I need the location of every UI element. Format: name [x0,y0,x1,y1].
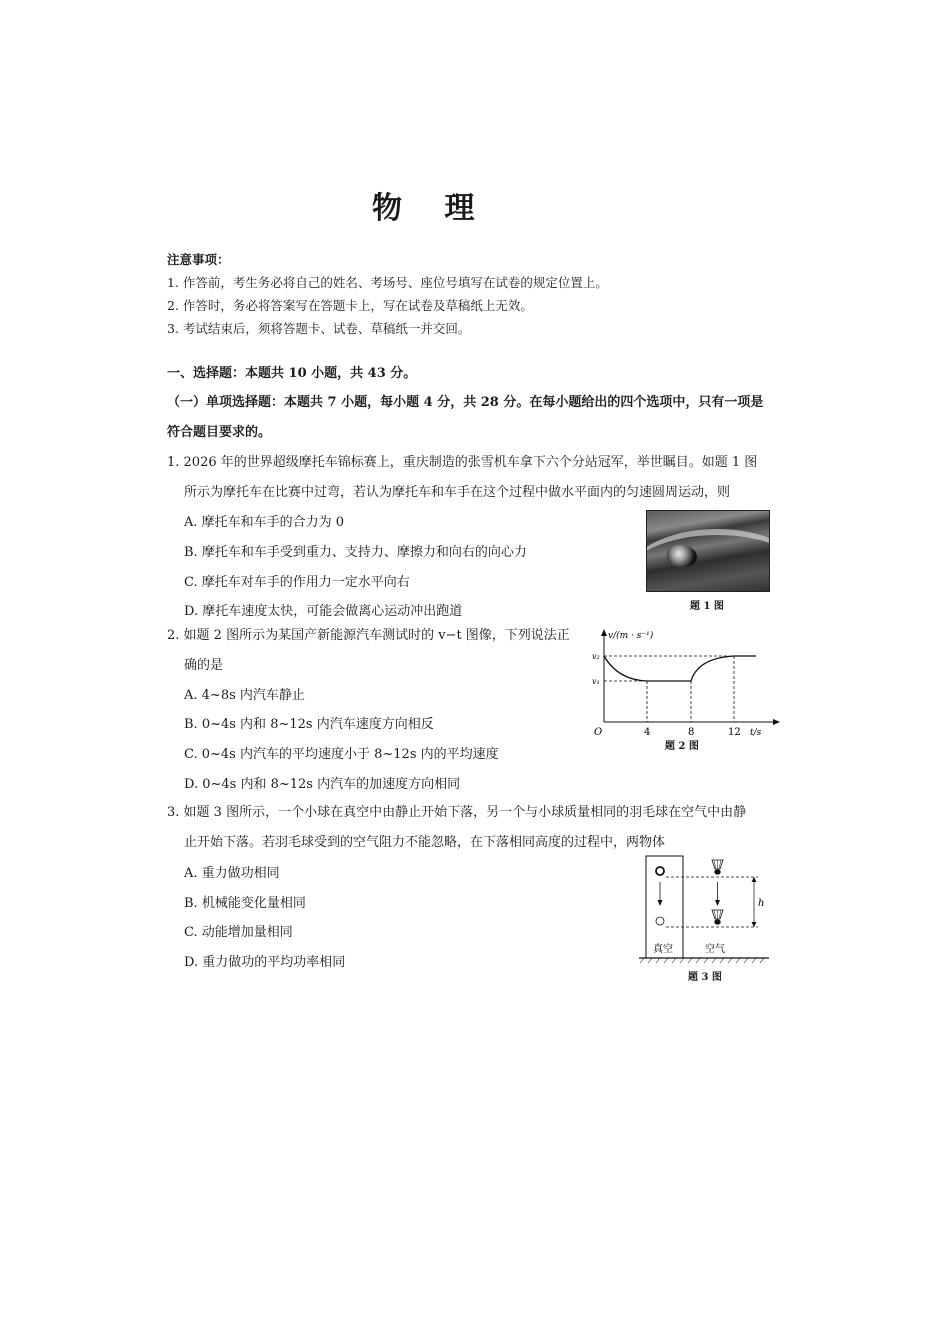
q3-option-b: B. 机械能变化量相同 [184,896,306,911]
q1-stem: 1. 2026 年的世界超级摩托车锦标赛上，重庆制造的张雪机车拿下六个分站冠军，举世瞩目。如题 1 图 [167,455,758,470]
air-label: 空气 [705,944,725,955]
q3-stem-cont: 止开始下落。若羽毛球受到的空气阻力不能忽略，在下落相同高度的过程中，两物体 [184,835,666,850]
figure-2-caption: 题 2 图 [665,741,699,752]
notice-item: 2. 作答时，务必将答案写在答题卡上，写在试卷及草稿纸上无效。 [167,298,533,313]
figure-3-caption: 题 3 图 [688,972,722,983]
figure-1-caption: 题 1 图 [690,601,724,612]
ground-hatching [640,958,764,963]
q1-option-c: C. 摩托车对车手的作用力一定水平向右 [184,575,410,590]
page-title: 物 理 [372,191,491,226]
v-axis-label: v/(m · s⁻¹) [608,631,654,641]
q1-option-a: A. 摩托车和车手的合力为 0 [184,515,345,530]
height-label: h [758,898,765,909]
v-axis-arrow [601,629,607,636]
q1-stem-cont: 所示为摩托车在比赛中过弯，若认为摩托车和车手在这个过程中做水平面内的匀速圆周运动，则 [184,485,731,500]
t-axis-arrow [773,719,780,725]
q3-stem: 3. 如题 3 图所示，一个小球在真空中由静止开始下落，另一个与小球质量相同的羽毛球在空气中由静 [167,805,747,820]
notice-heading: 注意事项： [167,252,230,267]
ball-start [656,867,664,875]
section-heading: 一、选择题：本题共 10 小题，共 43 分。 [167,366,417,381]
shuttlecock-start [712,860,723,875]
track-curve [646,529,770,592]
q3-option-a: A. 重力做功相同 [184,866,280,881]
fall-experiment-figure [636,850,776,968]
q2-stem-cont: 确的是 [184,658,224,673]
shuttlecock-end [712,910,723,925]
subsection-heading: （一）单项选择题：本题共 7 小题，每小题 4 分，共 28 分。在每小题给出的四个选项中，只有一项是 [167,395,764,410]
height-arrow-down [752,922,757,927]
q2-option-a: A. 4~8s 内汽车静止 [184,688,305,703]
q1-option-d: D. 摩托车速度太快，可能会做离心运动冲出跑道 [184,604,463,619]
subsection-heading-cont: 符合题目要求的。 [167,425,272,440]
motorcycle-photo [646,510,770,592]
shuttlecock-fall-arrowhead [715,900,720,906]
motorcycle-rider [667,545,697,567]
q3-option-d: D. 重力做功的平均功率相同 [184,955,346,970]
v1-label: v₁ [592,677,600,686]
q2-option-d: D. 0~4s 内和 8~12s 内汽车的加速度方向相同 [184,777,461,792]
q3-option-c: C. 动能增加量相同 [184,925,293,940]
origin-label: O [594,727,603,738]
q1-option-b: B. 摩托车和车手受到重力、支持力、摩擦力和向右的向心力 [184,545,527,560]
t-axis-label: t/s [750,728,762,738]
q2-option-c: C. 0~4s 内汽车的平均速度小于 8~12s 内的平均速度 [184,747,499,762]
vacuum-label: 真空 [653,944,673,955]
q2-stem: 2. 如题 2 图所示为某国产新能源汽车测试时的 v−t 图像，下列说法正 [167,628,570,643]
v2-label: v₂ [592,652,600,661]
tick-4: 4 [644,727,651,738]
notice-item: 3. 考试结束后，须将答题卡、试卷、草稿纸一并交回。 [167,321,471,336]
height-arrow-up [752,877,757,882]
vt-curve [604,656,756,681]
ball-fall-arrowhead [658,900,663,906]
tick-12: 12 [728,727,741,738]
q2-option-b: B. 0~4s 内和 8~12s 内汽车速度方向相反 [184,717,434,732]
tick-8: 8 [688,727,695,738]
notice-item: 1. 作答前，考生务必将自己的姓名、考场号、座位号填写在试卷的规定位置上。 [167,275,608,290]
vt-graph [588,624,788,754]
ball-end [656,917,664,925]
